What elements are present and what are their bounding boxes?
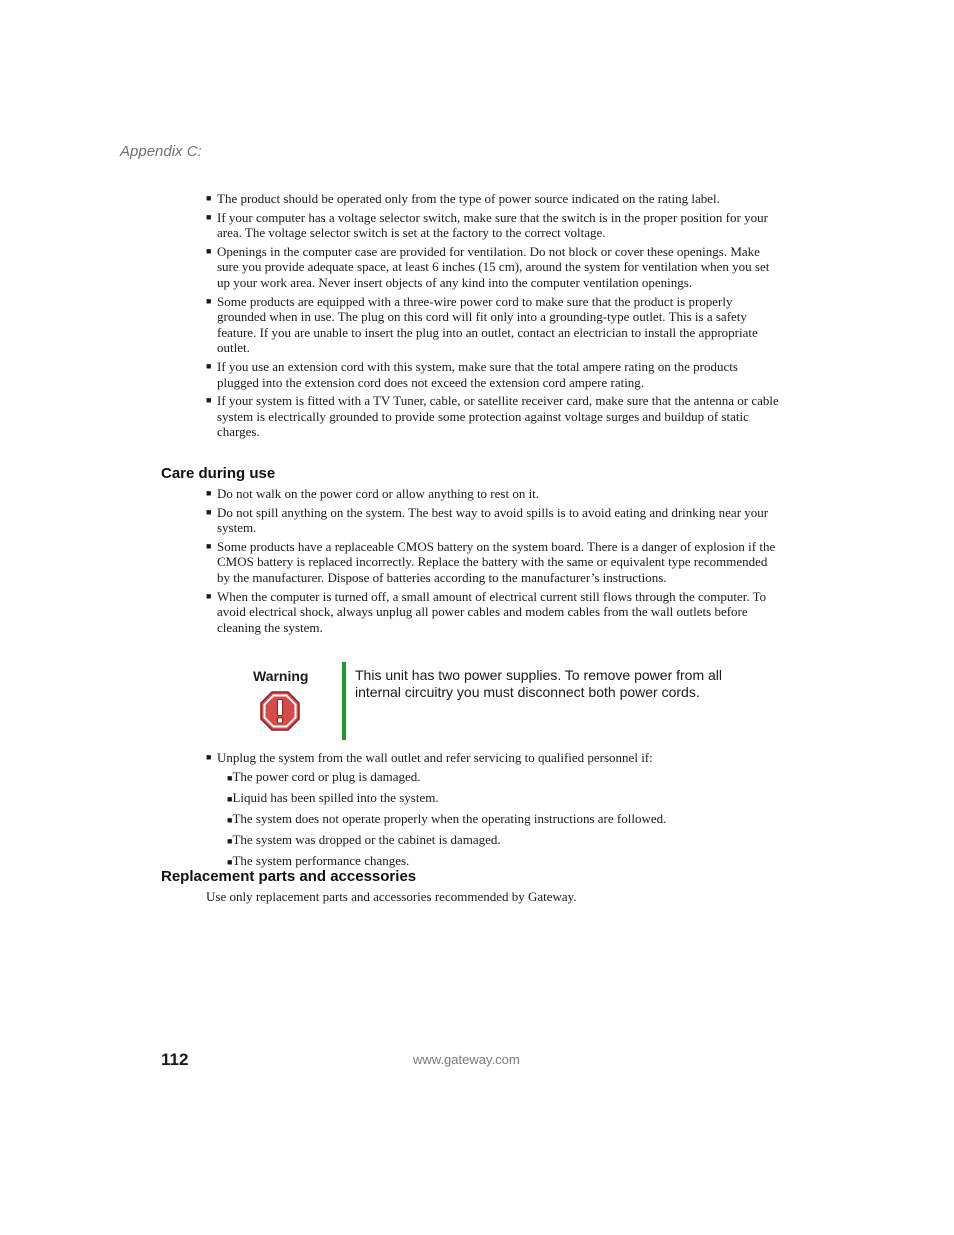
bullet-icon: ■ xyxy=(206,488,212,498)
replacement-parts-heading: Replacement parts and accessories xyxy=(161,868,417,885)
bullet-icon: ■ xyxy=(206,295,212,306)
list-item: ■ The product should be operated only from the type of power source indicated on the rating label. xyxy=(206,191,720,206)
bullet-icon: ■ xyxy=(227,856,233,867)
list-item: ■ Some products are equipped with a three-wire power cord to make sure that the product is properly grounded when in use. The plug on this cord will fit only into a grounding-type outlet. This is a safety feature. If you are unable to insert the plug into an outlet, contact an electrician to install the appropriate outlet. xyxy=(206,293,758,356)
list-item: ■ Openings in the computer case are provided for ventilation. Do not block or cover these openings. Make sure you provide adequate space, at least 6 inches (15 cm), around the system for ventilation when you set up your work area. Never insert objects of any kind into the computer ventilation openings. xyxy=(206,243,770,290)
safety-bullet-list xyxy=(206,191,781,443)
list-item: ■The system performance changes. xyxy=(227,852,410,868)
list-item: ■ When the computer is turned off, a small amount of electrical current still flows through the computer. To avoid electrical shock, always unplug all power cables and modem cables from the wall outlets before cleaning the system. xyxy=(206,588,767,635)
bullet-icon: ■ xyxy=(206,752,212,762)
bullet-icon: ■ xyxy=(227,835,233,846)
service-sub-bullet-list xyxy=(227,769,666,874)
list-item: ■The system was dropped or the cabinet is damaged. xyxy=(227,831,501,847)
footer-url: www.gateway.com xyxy=(413,1052,520,1067)
warning-label: Warning xyxy=(253,668,309,684)
list-item: ■ If your system is fitted with a TV Tuner, cable, or satellite receiver card, make sure that the antenna or cable system is electrically grounded to provide some protection against voltage surges and buildup of static charges. xyxy=(206,393,779,440)
bullet-icon: ■ xyxy=(227,773,233,783)
bullet-icon: ■ xyxy=(206,360,212,371)
bullet-icon: ■ xyxy=(206,193,212,203)
list-item: ■The power cord or plug is damaged. xyxy=(227,769,421,784)
care-bullet-list xyxy=(206,486,781,638)
bullet-icon: ■ xyxy=(206,506,212,517)
list-item: ■The system does not operate properly when the operating instructions are followed. xyxy=(227,810,667,826)
warning-text: This unit has two power supplies. To remove power from all internal circuitry you must disconnect both power cords. xyxy=(355,667,723,700)
bullet-icon: ■ xyxy=(206,590,212,601)
warning-divider-bar xyxy=(342,662,346,740)
stop-octagon-exclamation-icon xyxy=(259,690,301,732)
list-item: ■ Unplug the system from the wall outlet and refer servicing to qualified personnel if: xyxy=(206,750,653,765)
bullet-icon: ■ xyxy=(206,245,212,256)
list-item: ■ Some products have a replaceable CMOS battery on the system board. There is a danger of explosion if the CMOS battery is replaced incorrectly. Replace the battery with the same or equivalent type recommended by the manufacturer. Dispose of batteries according to the manufacturer’s instructions. xyxy=(206,538,776,585)
bullet-icon: ■ xyxy=(206,211,212,222)
replacement-parts-text: Use only replacement parts and accessories recommended by Gateway. xyxy=(206,889,577,904)
list-item: ■ Do not walk on the power cord or allow anything to rest on it. xyxy=(206,486,540,501)
bullet-icon: ■ xyxy=(227,793,233,804)
bullet-icon: ■ xyxy=(206,540,212,551)
running-header: Appendix C: xyxy=(120,143,202,160)
bullet-icon: ■ xyxy=(227,814,233,825)
list-item: ■ Do not spill anything on the system. The best way to avoid spills is to avoid eating and drinking near your system. xyxy=(206,504,769,536)
list-item: ■ If you use an extension cord with this system, make sure that the total ampere rating on the products plugged into the extension cord does not exceed the extension cord ampere rating. xyxy=(206,358,738,390)
list-item: ■ If your computer has a voltage selector switch, make sure that the switch is in the proper position for your area. The voltage selector switch is set at the factory to the correct voltage. xyxy=(206,209,768,241)
care-during-use-heading: Care during use xyxy=(161,465,276,482)
bullet-icon: ■ xyxy=(206,395,212,406)
service-bullet-list xyxy=(206,750,781,769)
page-number: 112 xyxy=(161,1050,189,1069)
list-item: ■Liquid has been spilled into the system. xyxy=(227,789,439,805)
